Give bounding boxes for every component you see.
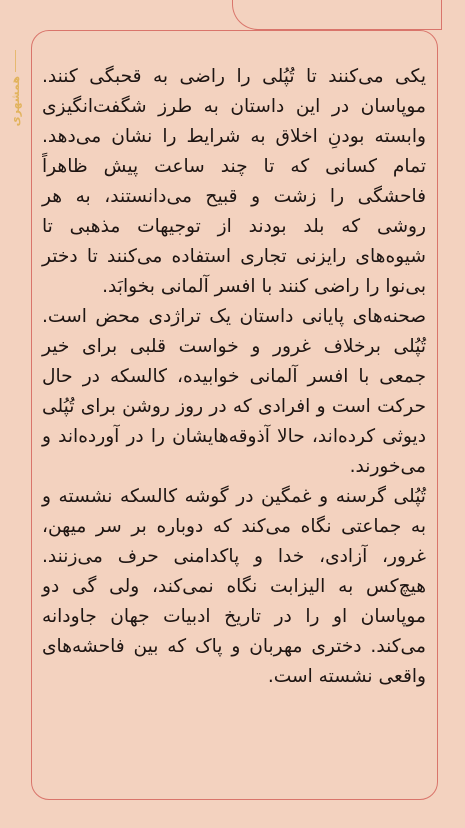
article-paragraph-2: صحنه‌های پایانی داستان یک تراژدی محض است. تُپُلی برخلاف غرور و خواست قلبی برای خیر جمعی با افسر آلمانی خوابیده، کالسکه در حال حرکت است و افرادی که در روز روشن برای تُپُلی دیوثی کرده‌اند، حالا آذوقه‌هایشان را در آورده‌اند و می‌خورند.: [42, 306, 426, 477]
article-body: [42, 62, 426, 692]
top-frame-notch: [232, 0, 442, 30]
side-logo-line: [15, 50, 16, 72]
side-logo: [4, 50, 26, 140]
article-paragraph-1: یکی می‌کنند تا تُپُلی را راضی به قحبگی کنند. موپاسان در این داستان به طرز شگفت‌انگیزی وابسته بودنِ اخلاق به شرایط را نشان می‌دهد. تمام کسانی که تا چند ساعت پیش ظاهراً فاحشگی را زشت و قبیح می‌دانستند، به هر روشی که بلد بودند از توجیهات مذهبی تا شیوه‌های رایزنی تجاری استفاده می‌کنند تا دختر بی‌نوا را راضی کنند با افسر آلمانی بخوابَد.: [42, 66, 426, 297]
side-logo-text: همشهری: [8, 76, 22, 127]
article-paragraph-3: تُپُلی گرسنه و غمگین در گوشه کالسکه نشسته و به جماعتی نگاه می‌کند که دوباره بر سر میهن، غرور، آزادی، خدا و پاکدامنی حرف می‌زنند. هیچ‌کس به الیزابت نگاه نمی‌کند، ولی گی دو موپاسان او را در تاریخ ادبیات جهان جاودانه می‌کند. دختری مهربان و پاک که بین فاحشه‌های واقعی نشسته است.: [42, 486, 426, 687]
